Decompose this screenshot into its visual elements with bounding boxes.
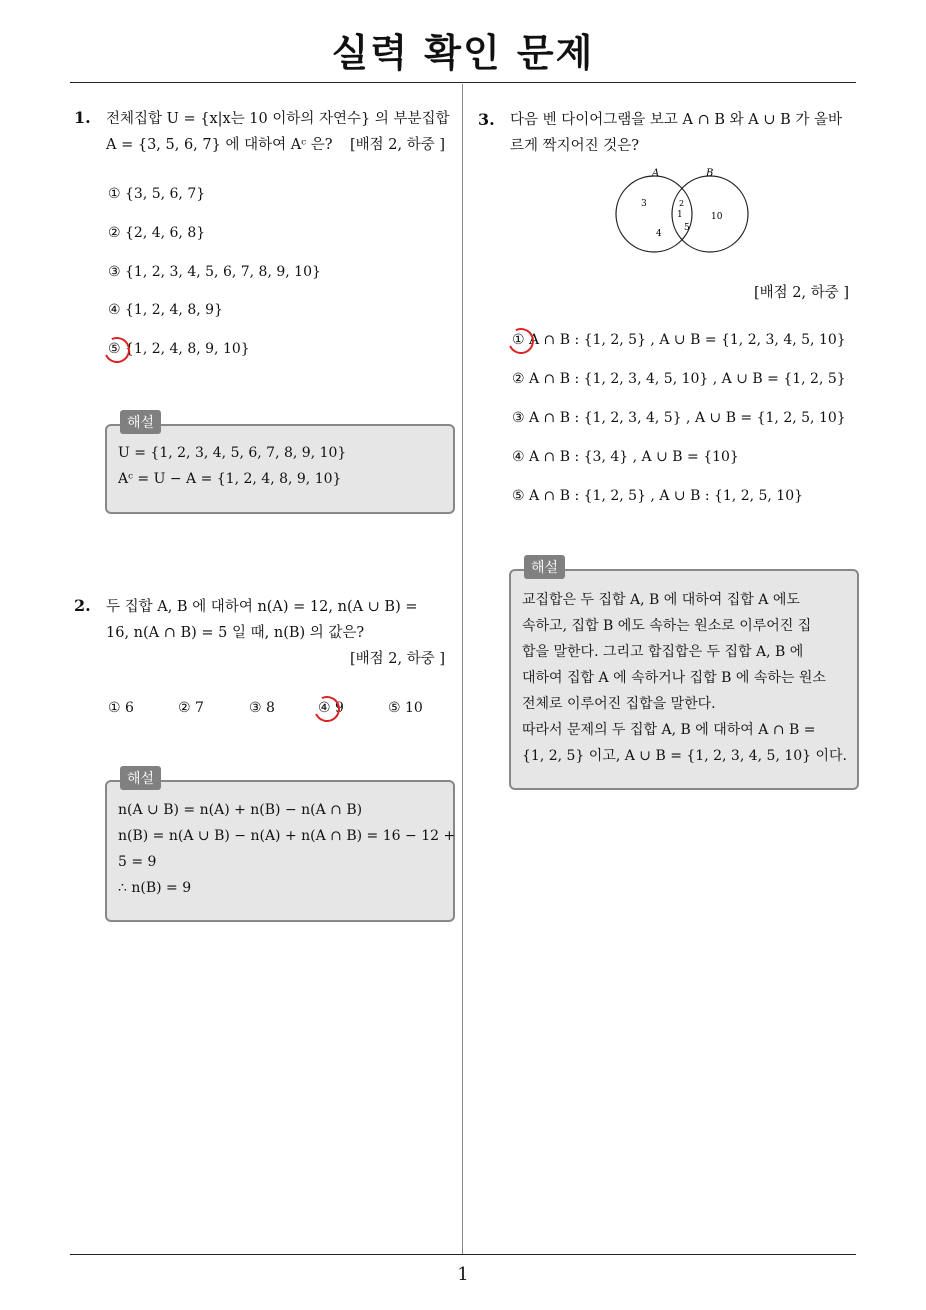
question-3-explanation-line-7: {1, 2, 5} 이고, A ∪ B = {1, 2, 3, 4, 5, 10} 이다. [522, 748, 848, 764]
question-3-option-1[interactable]: ① A ∩ B : {1, 2, 5} , A ∪ B = {1, 2, 3, 4, 5, 10} [512, 332, 846, 348]
question-3-explanation-line-6: 따라서 문제의 두 집합 A, B 에 대하여 A ∩ B = [522, 722, 816, 738]
question-2-answer-mark [310, 692, 343, 725]
question-2-text-line1: 두 집합 A, B 에 대하여 n(A) = 12, n(A ∪ B) = [106, 599, 418, 615]
question-2-option-1[interactable]: ① 6 [108, 700, 134, 716]
question-3-option-5[interactable]: ⑤ A ∩ B : {1, 2, 5} , A ∪ B : {1, 2, 5, 10} [512, 488, 804, 504]
question-2-points: [배점 2, 하중 ] [350, 651, 446, 667]
question-2-text-line2: 16, n(A ∩ B) = 5 일 때, n(B) 의 값은? [106, 625, 365, 641]
venn-label-a: A [652, 168, 660, 179]
question-1-answer-mark [100, 333, 133, 366]
venn-both-3: 5 [684, 223, 690, 233]
question-1-text-line1: 전체집합 U = {x|x는 10 이하의 자연수} 의 부분집합 [106, 111, 450, 127]
venn-both-2: 1 [677, 210, 683, 220]
venn-diagram [610, 166, 760, 261]
question-1-option-4[interactable]: ④ {1, 2, 4, 8, 9} [108, 302, 223, 318]
question-3-explanation-line-5: 전체로 이루어진 집합을 말한다. [522, 696, 716, 712]
page-title: 실력 확인 문제 [331, 31, 595, 75]
venn-label-b: B [706, 168, 714, 179]
question-1-explanation-line-2: Aᶜ = U − A = {1, 2, 4, 8, 9, 10} [118, 471, 342, 487]
question-3-explanation-line-1: 교집합은 두 집합 A, B 에 대하여 집합 A 에도 [522, 592, 800, 608]
question-2-explanation-line-4: ∴ n(B) = 9 [118, 880, 192, 896]
venn-a-only-1: 3 [641, 199, 647, 209]
question-2-explanation-line-1: n(A ∪ B) = n(A) + n(B) − n(A ∩ B) [118, 802, 363, 818]
question-3-option-3[interactable]: ③ A ∩ B : {1, 2, 3, 4, 5} , A ∪ B = {1, 2, 5, 10} [512, 410, 846, 426]
question-3-explanation-tag: 해설 [524, 555, 565, 579]
question-2-option-3[interactable]: ③ 8 [249, 700, 275, 716]
question-1-option-2[interactable]: ② {2, 4, 6, 8} [108, 225, 206, 241]
question-1-option-1[interactable]: ① {3, 5, 6, 7} [108, 186, 206, 202]
venn-a-only-2: 4 [656, 229, 662, 239]
column-divider [462, 84, 463, 1254]
question-1-option-3[interactable]: ③ {1, 2, 3, 4, 5, 6, 7, 8, 9, 10} [108, 264, 321, 280]
question-1-explanation-line-1: U = {1, 2, 3, 4, 5, 6, 7, 8, 9, 10} [118, 445, 347, 461]
venn-b-only-1: 10 [711, 212, 723, 222]
question-3-points: [배점 2, 하중 ] [754, 285, 850, 301]
venn-circle-b [672, 176, 748, 252]
question-1-text-line2: A = {3, 5, 6, 7} 에 대하여 Aᶜ 은? [106, 137, 333, 153]
question-2-explanation-line-3: 5 = 9 [118, 854, 157, 870]
question-2-option-4[interactable]: ④ 9 [318, 700, 344, 716]
page-number: 1 [457, 1264, 469, 1285]
question-3-option-2[interactable]: ② A ∩ B : {1, 2, 3, 4, 5, 10} , A ∪ B = {1, 2, 5} [512, 371, 846, 387]
header-rule [70, 82, 856, 83]
question-3-explanation-line-2: 속하고, 집합 B 에도 속하는 원소로 이루어진 집 [522, 618, 812, 634]
question-3-option-4[interactable]: ④ A ∩ B : {3, 4} , A ∪ B = {10} [512, 449, 739, 465]
question-3-explanation-line-4: 대하여 집합 A 에 속하거나 집합 B 에 속하는 원소 [522, 670, 826, 686]
question-1-explanation-tag: 해설 [120, 410, 161, 434]
question-1-option-5[interactable]: ⑤ {1, 2, 4, 8, 9, 10} [108, 341, 250, 357]
question-2-explanation-tag: 해설 [120, 766, 161, 790]
question-2-explanation-line-2: n(B) = n(A ∪ B) − n(A) + n(A ∩ B) = 16 − 12 + [118, 828, 456, 844]
question-3-answer-mark [504, 324, 537, 357]
question-2-option-2[interactable]: ② 7 [178, 700, 204, 716]
question-3-text-line1: 다음 벤 다이어그램을 보고 A ∩ B 와 A ∪ B 가 올바 [510, 112, 842, 128]
question-3-number: 3. [478, 110, 495, 129]
question-1-number: 1. [74, 108, 91, 127]
venn-both-1: 2 [679, 199, 685, 208]
question-1-points: [배점 2, 하중 ] [350, 137, 446, 153]
footer-rule [70, 1254, 856, 1255]
question-2-option-5[interactable]: ⑤ 10 [388, 700, 423, 716]
question-3-explanation-line-3: 합을 말한다. 그리고 합집합은 두 집합 A, B 에 [522, 644, 804, 660]
question-3-text-line2: 르게 짝지어진 것은? [510, 138, 640, 154]
question-2-number: 2. [74, 596, 91, 615]
